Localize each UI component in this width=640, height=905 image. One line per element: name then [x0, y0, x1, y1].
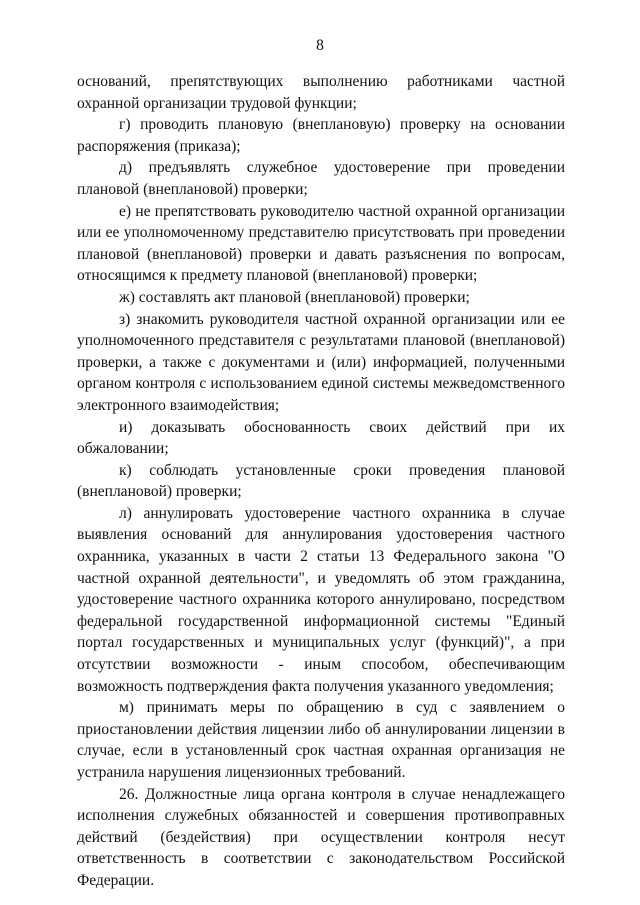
document-body [77, 71, 565, 892]
list-item-i: и) доказывать обоснованность своих действий при их обжаловании; [77, 418, 565, 458]
list-item-m: м) принимать меры по обращению в суд с заявлением о приостановлении действия лицензии либо об аннулировании лицензии в случае, если в установленный срок частная охранная организация не устранила нарушения лицензионных требований. [77, 699, 565, 781]
list-item-l: л) аннулировать удостоверение частного охранника в случае выявления оснований для аннулирования удостоверения частного охранника, указанных в части 2 статьи 13 Федерального закона "О частной охранной деятельности", и уведомлять об этом гражданина, удостоверение частного охранника которого аннулировано, посредством федеральной государственной информационной системы "Единый портал государственных и муниципальных услуг (функций)", а при отсутствии возможности - иным способом, обеспечивающим возможность подтверждения факта получения указанного уведомления; [77, 504, 565, 695]
list-item-g: г) проводить плановую (внеплановую) проверку на основании распоряжения (приказа); [77, 116, 565, 155]
paragraph-continuation: оснований, препятствующих выполнению работниками частной охранной организации трудовой функции; [77, 73, 565, 112]
section-26: 26. Должностные лица органа контроля в случае ненадлежащего исполнения служебных обязанностей и совершения противоправных действий (бездействия) при осуществлении контроля несут ответственность в соответствии с законодательством Российской Федерации. [77, 785, 565, 889]
list-item-e: е) не препятствовать руководителю частной охранной организации или ее уполномоченному представителю присутствовать при проведении плановой (внеплановой) проверки и давать разъяснения по вопросам, относящимся к предмету плановой (внеплановой) проверки; [77, 202, 565, 285]
list-item-z: з) знакомить руководителя частной охранной организации или ее уполномоченного представителя с результатами плановой (внеплановой) проверки, а также с документами и (или) информацией, полученными органом контроля с использованием единой системы межведомственного электронного взаимодействия; [77, 310, 565, 414]
list-item-zh: ж) составлять акт плановой (внеплановой) проверки; [119, 288, 470, 306]
list-item-d: д) предъявлять служебное удостоверение при проведении плановой (внеплановой) проверки; [77, 159, 565, 198]
list-item-k: к) соблюдать установленные сроки проведения плановой (внеплановой) проверки; [77, 461, 565, 501]
page-number: 8 [316, 37, 324, 54]
